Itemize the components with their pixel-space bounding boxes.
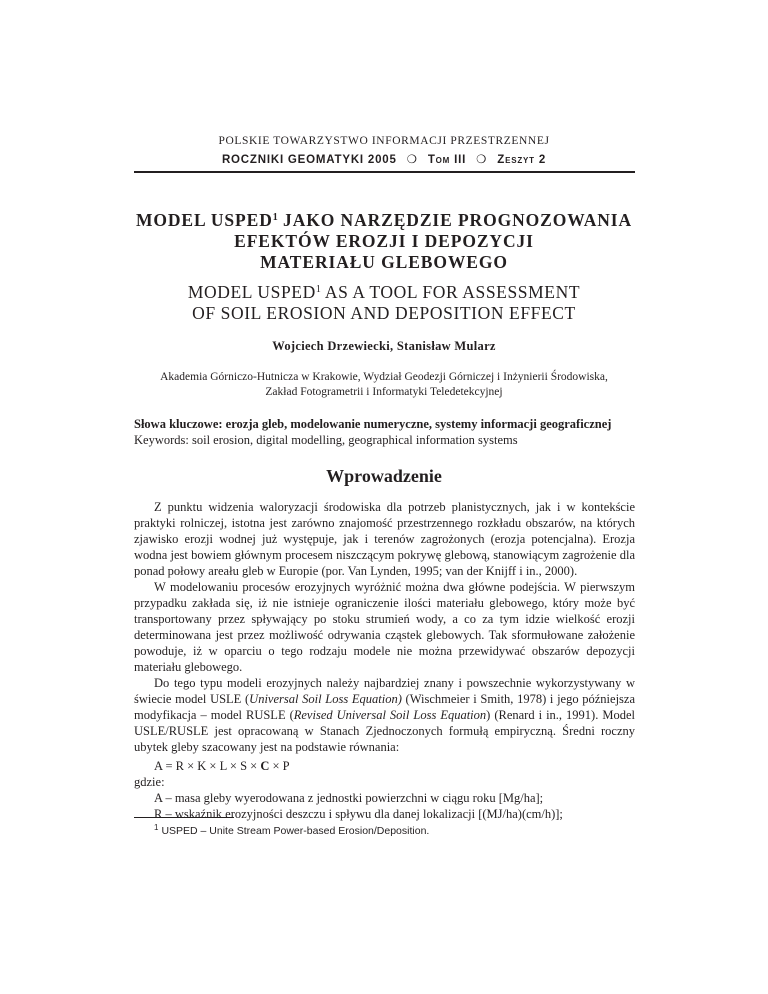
section-heading: Wprowadzenie: [326, 466, 442, 486]
where-label: gdzie:: [134, 775, 165, 789]
equation-prefix: A = R × K × L × S ×: [154, 759, 261, 773]
equation-suffix: × P: [269, 759, 290, 773]
journal-header: [0, 152, 768, 166]
separator-icon: ❍: [476, 154, 488, 166]
title-english: [0, 279, 768, 324]
footnote-ref: 1: [272, 212, 278, 223]
affiliation: [0, 370, 768, 400]
definition-r: R – wskaźnik erozyjności deszczu i spływu dla danej lokalizacji [(MJ/ha)(cm/h)];: [154, 807, 563, 821]
affiliation-line2: Zakład Fotogrametrii i Informatyki Teledetekcyjnej: [265, 386, 503, 398]
paragraph-3-text-c: ) (Renard i in., 1991). Model USLE/RUSLE jest opracowaną w Stanach Zjednoczonych formułą empiryczną. Średni roczny ubytek gleby szacowany jest na podstawie równania:: [134, 708, 635, 754]
equation: [134, 758, 635, 774]
keywords-english: Keywords: soil erosion, digital modelling, geographical information systems: [134, 433, 518, 447]
paragraph-3-text-b: (Wischmeier i Smith, 1978) i jego późniejsza modyfikacja – model RUSLE (: [134, 692, 636, 722]
body-text: [134, 499, 635, 822]
publisher-name: POLSKIE TOWARZYSTWO INFORMACJI PRZESTRZENNEJ: [218, 135, 550, 147]
footnote-rule: [134, 817, 234, 818]
title-pl-line3: MATERIAŁU GLEBOWEGO: [260, 252, 508, 272]
journal-title: ROCZNIKI GEOMATYKI 2005: [221, 154, 397, 166]
paragraph-3: [134, 675, 635, 755]
journal-volume: Tom III: [427, 154, 467, 166]
title-polish: [0, 207, 768, 273]
title-pl-line1a: MODEL USPED: [135, 210, 273, 230]
title-en-line1a: MODEL USPED: [187, 282, 316, 302]
definition-a: A – masa gleby wyerodowana z jednostki powierzchni w ciągu roku [Mg/ha];: [154, 791, 544, 805]
affiliation-line1: Akademia Górniczo-Hutnicza w Krakowie, Wydział Geodezji Górniczej i Inżynierii Środowiska,: [160, 371, 608, 383]
separator-icon: ❍: [406, 154, 418, 166]
footnote: [154, 823, 429, 837]
footnote-ref: 1: [315, 284, 321, 295]
equation-c: C: [260, 759, 270, 773]
footnote-text: USPED – Unite Stream Power-based Erosion/Deposition.: [161, 825, 430, 837]
keywords-polish: Słowa kluczowe: erozja gleb, modelowanie numeryczne, systemy informacji geograficznej: [134, 417, 612, 431]
title-pl-line2: EFEKTÓW EROZJI I DEPOZYCJI: [234, 231, 534, 251]
paragraph-2: W modelowaniu procesów erozyjnych wyróżnić można dwa główne podejścia. W pierwszym przypadku zakłada się, iż nie istnieje ograniczenie ilości materiału glebowego, który może być transportowany przez spływający po stoku strumień wody, a co za tym idzie wielkość erozji determinowana jest przez możliwość odrywania cząstek glebowych. Tak sformułowane założenie powoduje, iż w oparciu o tego rodzaju modele nie można przewidywać obszarów depozycji materiału glebowego.: [134, 580, 635, 674]
journal-issue: Zeszyt 2: [497, 154, 547, 166]
title-en-line1b: AS A TOOL FOR ASSESSMENT: [320, 282, 581, 302]
paragraph-3-text-a: Do tego typu modeli erozyjnych należy najbardziej znany i powszechnie wykorzystywany w świecie model USLE (: [134, 676, 635, 706]
rusle-name: Revised Universal Soil Loss Equation: [293, 708, 487, 722]
usle-name: Universal Soil Loss Equation): [249, 692, 402, 706]
paragraph-1: Z punktu widzenia waloryzacji środowiska dla potrzeb planistycznych, jak i w kontekście praktyki rolniczej, istotna jest zarówno znajomość przestrzennego rozkładu obszarów, na których zjawisko erozji wodnej już występuje, jak i terenów zagrożonych (erozja potencjalna). Erozja wodna jest bowiem głównym procesem niszczącym pokrywę glebową, stanowiącym zagrożenie dla ponad połowy areału gleb w Europie (por. Van Lynden, 1995; van der Knijff i in., 2000).: [134, 500, 635, 578]
title-pl-line1b: JAKO NARZĘDZIE PROGNOZOWANIA: [277, 210, 633, 230]
keywords-block: [134, 416, 635, 448]
title-en-line2: OF SOIL EROSION AND DEPOSITION EFFECT: [192, 303, 576, 323]
footnote-marker: 1: [154, 823, 159, 832]
authors: Wojciech Drzewiecki, Stanisław Mularz: [272, 339, 496, 353]
header-rule: [134, 171, 635, 173]
